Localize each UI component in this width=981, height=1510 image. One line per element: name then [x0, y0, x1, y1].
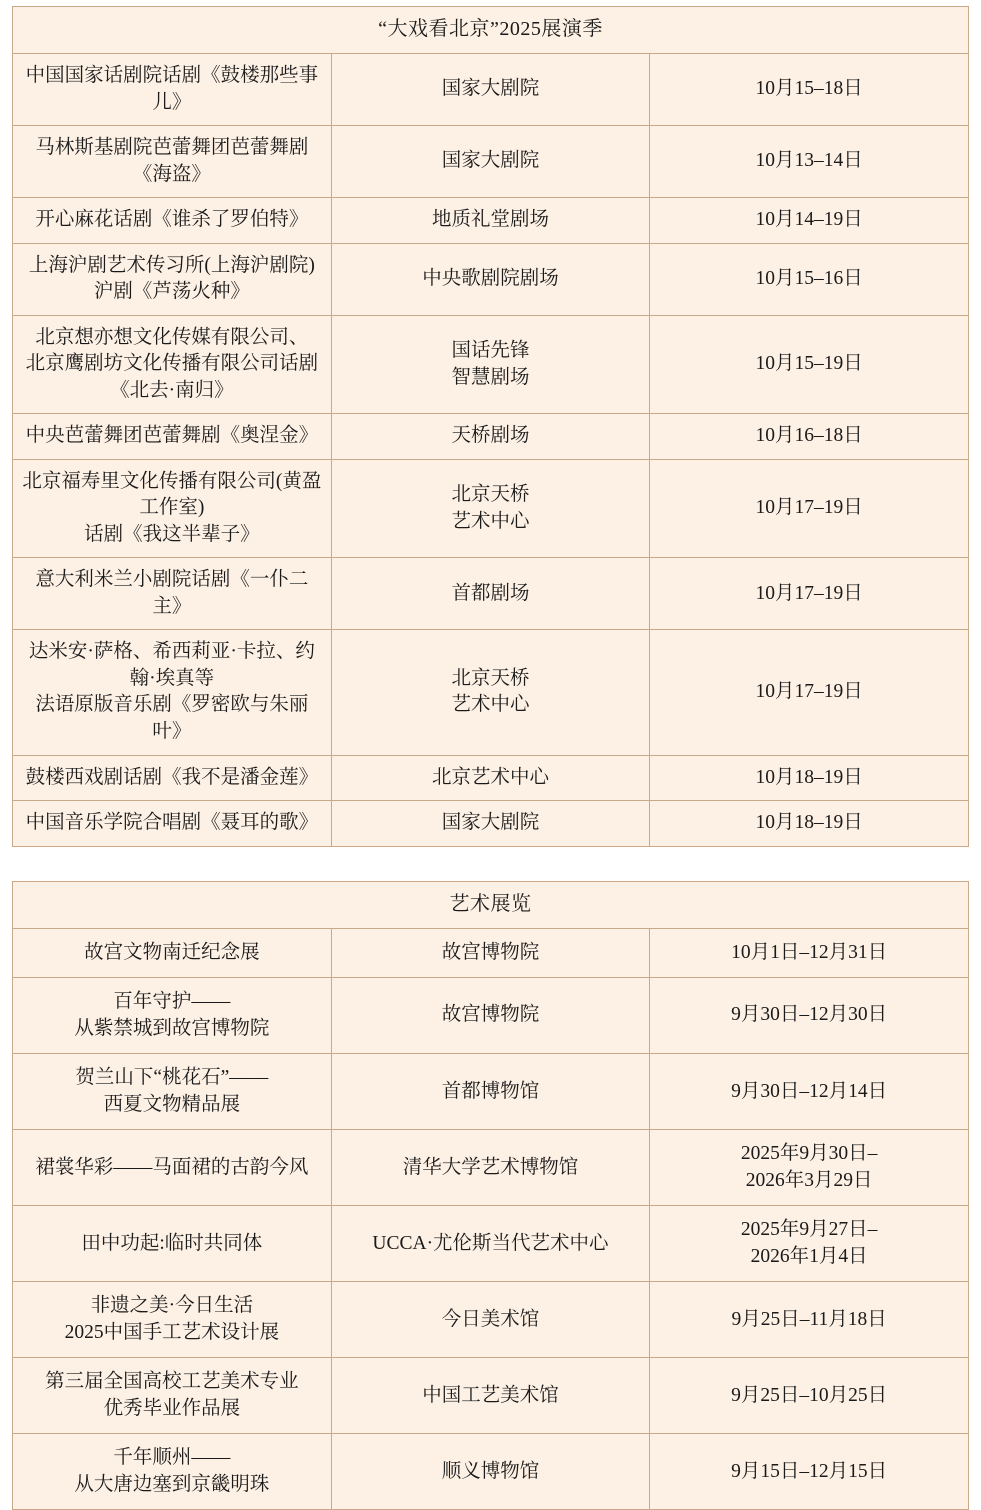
table-row — [13, 1358, 969, 1434]
table-row — [13, 243, 969, 315]
venue-name: 今日美术馆 — [331, 1282, 650, 1358]
program-name: 上海沪剧艺术传习所(上海沪剧院)沪剧《芦荡火种》 — [13, 243, 332, 315]
exhibition-name: 故宫文物南迁纪念展 — [13, 928, 332, 978]
date-range: 9月25日–10月25日 — [650, 1358, 969, 1434]
table-row — [13, 414, 969, 460]
venue-name: 故宫博物院 — [331, 928, 650, 978]
venue-name: 国家大剧院 — [331, 54, 650, 126]
date-range: 10月15–16日 — [650, 243, 969, 315]
date-range: 10月17–19日 — [650, 630, 969, 755]
date-range: 9月25日–11月18日 — [650, 1282, 969, 1358]
program-name: 北京想亦想文化传媒有限公司、 北京鹰剧坊文化传播有限公司话剧《北去·南归》 — [13, 315, 332, 414]
venue-name: UCCA·尤伦斯当代艺术中心 — [331, 1206, 650, 1282]
date-range: 10月13–14日 — [650, 126, 969, 198]
venue-name: 北京艺术中心 — [331, 755, 650, 801]
table-row — [13, 978, 969, 1054]
venue-name: 北京天桥 艺术中心 — [331, 459, 650, 558]
table-row — [13, 1054, 969, 1130]
exhibition-name: 贺兰山下“桃花石”—— 西夏文物精品展 — [13, 1054, 332, 1130]
program-name: 马林斯基剧院芭蕾舞团芭蕾舞剧《海盗》 — [13, 126, 332, 198]
date-range: 10月15–19日 — [650, 315, 969, 414]
program-name: 中国音乐学院合唱剧《聂耳的歌》 — [13, 801, 332, 847]
table-row — [13, 1434, 969, 1510]
table-row — [13, 126, 969, 198]
program-name: 达米安·萨格、希西莉亚·卡拉、约翰·埃真等 法语原版音乐剧《罗密欧与朱丽叶》 — [13, 630, 332, 755]
program-name: 开心麻花话剧《谁杀了罗伯特》 — [13, 198, 332, 244]
exhibition-name: 田中功起:临时共同体 — [13, 1206, 332, 1282]
venue-name: 中央歌剧院剧场 — [331, 243, 650, 315]
venue-name: 国家大剧院 — [331, 801, 650, 847]
date-range: 2025年9月27日– 2026年1月4日 — [650, 1206, 969, 1282]
date-range: 10月14–19日 — [650, 198, 969, 244]
venue-name: 国话先锋 智慧剧场 — [331, 315, 650, 414]
venue-name: 北京天桥 艺术中心 — [331, 630, 650, 755]
program-name: 意大利米兰小剧院话剧《一仆二主》 — [13, 558, 332, 630]
venue-name: 中国工艺美术馆 — [331, 1358, 650, 1434]
table-row — [13, 928, 969, 978]
table-row — [13, 558, 969, 630]
table-row — [13, 54, 969, 126]
date-range: 9月15日–12月15日 — [650, 1434, 969, 1510]
venue-name: 故宫博物院 — [331, 978, 650, 1054]
program-name: 中国国家话剧院话剧《鼓楼那些事儿》 — [13, 54, 332, 126]
date-range: 10月1日–12月31日 — [650, 928, 969, 978]
date-range: 9月30日–12月14日 — [650, 1054, 969, 1130]
table-row — [13, 315, 969, 414]
date-range: 10月18–19日 — [650, 801, 969, 847]
program-name: 北京福寿里文化传播有限公司(黄盈工作室) 话剧《我这半辈子》 — [13, 459, 332, 558]
performance-season-table — [12, 6, 969, 847]
table-title-row — [13, 881, 969, 928]
performance-table-title: “大戏看北京”2025展演季 — [13, 7, 969, 54]
venue-name: 地质礼堂剧场 — [331, 198, 650, 244]
venue-name: 清华大学艺术博物馆 — [331, 1130, 650, 1206]
table-row — [13, 1206, 969, 1282]
table-title-row — [13, 7, 969, 54]
table-row — [13, 801, 969, 847]
table-row — [13, 459, 969, 558]
exhibition-name: 非遗之美·今日生活 2025中国手工艺术设计展 — [13, 1282, 332, 1358]
date-range: 10月15–18日 — [650, 54, 969, 126]
exhibition-name: 百年守护—— 从紫禁城到故宫博物院 — [13, 978, 332, 1054]
date-range: 10月17–19日 — [650, 558, 969, 630]
table-row — [13, 755, 969, 801]
date-range: 10月17–19日 — [650, 459, 969, 558]
exhibition-table-title: 艺术展览 — [13, 881, 969, 928]
venue-name: 首都剧场 — [331, 558, 650, 630]
venue-name: 顺义博物馆 — [331, 1434, 650, 1510]
venue-name: 国家大剧院 — [331, 126, 650, 198]
table-row — [13, 630, 969, 755]
date-range: 10月16–18日 — [650, 414, 969, 460]
table-row — [13, 198, 969, 244]
date-range: 10月18–19日 — [650, 755, 969, 801]
exhibition-name: 第三届全国高校工艺美术专业 优秀毕业作品展 — [13, 1358, 332, 1434]
table-row — [13, 1130, 969, 1206]
exhibition-name: 裙裳华彩——马面裙的古韵今风 — [13, 1130, 332, 1206]
venue-name: 首都博物馆 — [331, 1054, 650, 1130]
program-name: 中央芭蕾舞团芭蕾舞剧《奥涅金》 — [13, 414, 332, 460]
date-range: 2025年9月30日– 2026年3月29日 — [650, 1130, 969, 1206]
table-row — [13, 1282, 969, 1358]
exhibition-name: 千年顺州—— 从大唐边塞到京畿明珠 — [13, 1434, 332, 1510]
program-name: 鼓楼西戏剧话剧《我不是潘金莲》 — [13, 755, 332, 801]
venue-name: 天桥剧场 — [331, 414, 650, 460]
exhibition-table — [12, 881, 969, 1510]
date-range: 9月30日–12月30日 — [650, 978, 969, 1054]
